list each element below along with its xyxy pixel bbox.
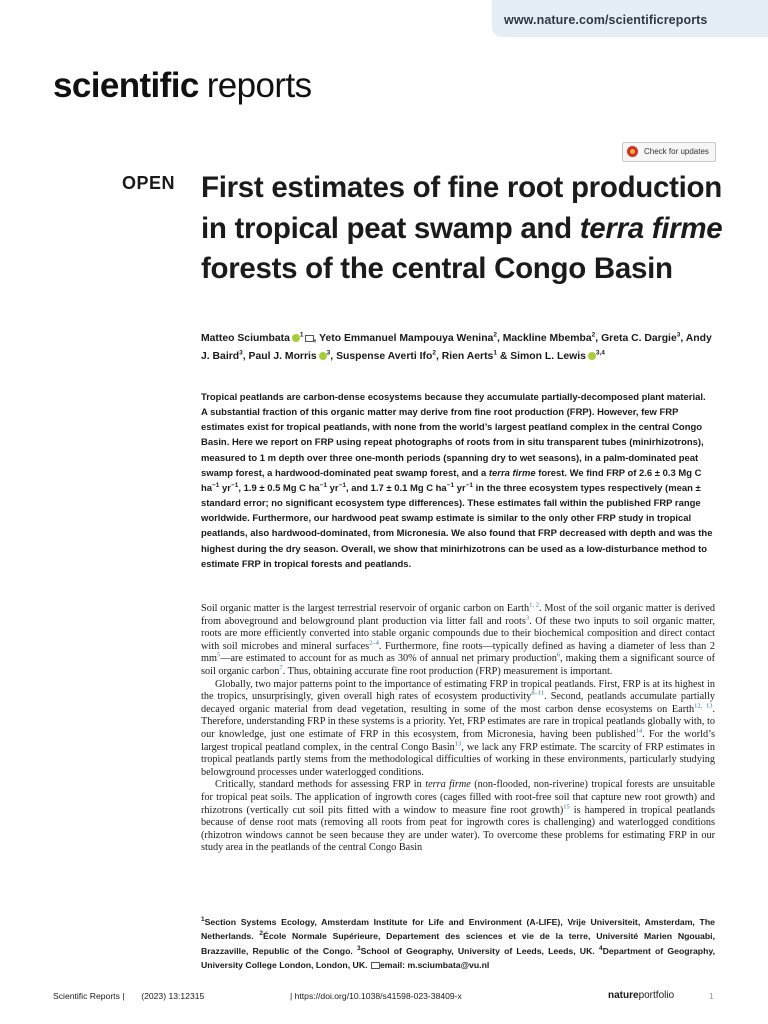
main-text [201,603,715,855]
author-name[interactable]: Matteo Sciumbata [201,333,290,344]
email-icon [371,962,380,969]
reference-link[interactable]: 13 [454,740,462,748]
abstract: Tropical peatlands are carbon-dense ecosystems because they accumulate partially-decomposed plant material. A substantial fraction of this organic matter may derive from fine root production (FRP). However, few FRP estimates exist for tropical peatlands, with none from the world’s largest peatland complex in the central Congo Basin. Here we report on FRP using repeat photographs of roots from in situ transparent tubes (minirhizotrons), measured to 1 m depth over three one-month periods (spanning dry to wet seasons), in a palm-dominated peat swamp forest, a hardwood-dominated peat swamp forest, and a terra firme forest. We find FRP of 2.6 ± 0.3 Mg C $ha^{-1}$ $yr^{-1}$, 1.9 ± 0.5 Mg C $ha^{-1}$ $yr^{-1}$, and 1.7 ± 0.1 Mg C $ha^{-1}$ $yr^{-1}$ in the three ecosystem types respectively (mean ± standard error; no significant ecosystem type differences). These estimates fall within the published FRP range worldwide. Furthermore, our hardwood peat swamp estimate is similar to the only other FRP study in tropical peatlands, also hardwood-dominated, from Micronesia. We also found that FRP decreased with depth and was the highest during the dry season. Overall, we show that minirhizotrons can be used as a low-disturbance method to estimate FRP in tropical forests and peatlands. [201,392,713,570]
body-paragraph: Critically, standard methods for assessing FRP in terra firme (non-flooded, non-riverine) tropical forests are unsuitable for tropical peat soils. The application of ingrowth cores (cages filled with root-free soil that capture new root growth) and rhizotrons (vertically cut soil pits fitted with a window to measure fine root growth)$^{15}$ is hampered in tropical peatlands because of dense root mats (removing all roots from peat for ingrowth cores is challenging) and waterlogged conditions (rhizotron windows cannot be seen because they are under water). To overcome these problems for estimating FRP in our study area in the peatlands of the central Congo Basin [201,779,715,854]
corresponding-email[interactable]: email: m.sciumbata@vu.nl [379,959,490,970]
author-name[interactable]: Yeto Emmanuel Mampouya Wenina [319,333,494,344]
check-for-updates-label: Check for updates [644,147,709,156]
reference-link[interactable]: 5 [216,651,221,659]
reference-link[interactable]: 3 [525,614,530,622]
journal-url[interactable]: www.nature.com/scientificreports [504,13,708,27]
nature-portfolio-logo: natureportfolio [608,990,675,1001]
page-number: 1 [709,991,714,1001]
body-paragraph: Globally, two major patterns point to the importance of estimating FRP in tropical peatlands. First, FRP is at its highest in the tropics, unsurprisingly, given overall high rates of ecosystem productivity$^{8-11}$. Second, peatlands accumulate partially decayed organic material from dead vegetation, resulting in some of the most carbon dense ecosystems on Earth$^{12, 13}$. Therefore, understanding FRP in these systems is a priority. Yet, FRP estimates are rare in tropical peatlands globally with, to our knowledge, just one estimate of FRP in this ecosystem, from Micronesia, having been published$^{14}$. For the world’s largest tropical peatland complex, in the central Congo Basin$^{13}$, we lack any FRP estimate. The scarcity of FRP estimates in tropical peatlands partly stems from the methodological difficulties of working in these environments, particularly studying belowground processes under waterlogged conditions. [201,678,716,778]
email-icon[interactable] [305,335,314,342]
title-part-2: forests of the central Congo Basin [201,252,673,285]
author-name[interactable]: Paul J. Morris [248,350,317,362]
author-affiliation: 3 [676,331,681,339]
title-part-1: First estimates of fine root production in tropical peat swamp and [201,171,722,245]
author-name[interactable]: Greta C. Dargie [601,333,677,344]
open-access-label: OPEN [122,173,176,193]
reference-link[interactable]: 2–4 [369,639,379,647]
affiliations: $^1$Section Systems Ecology, Amsterdam Institute for Life and Environment (A-LIFE), Vrije Universiteit, Amsterdam, The Netherlands. $^2$École Normale Supérieure, Departement des sciences et vie de la terre, Université Marien Ngouabi, Brazzaville, Republic of the Congo. $^3$School of Geography, University of Leeds, Leeds, UK. $^4$Department of Geography, University College London, London, UK. email: m.sciumbata@vu.nl [201,916,715,970]
orcid-icon[interactable] [319,352,327,360]
author-name[interactable]: Simon L. Lewis [510,350,586,362]
author-name[interactable]: Rien Aerts [441,350,494,362]
author-affiliation: 1 [493,349,497,357]
brand-light: reports [206,66,312,105]
brand-bold: scientific [53,66,199,105]
author-affiliation: 3 [326,349,331,357]
author-name[interactable]: Suspense Averti Ifo [336,350,433,362]
footer-citation: (2023) 13:12315 [141,991,205,1001]
reference-link[interactable]: 6 [556,651,561,659]
body-paragraph: Soil organic matter is the largest terrestrial reservoir of organic carbon on Earth$^{1, 2}$. Most of the soil organic matter is derived from aboveground and belowground plant production via litter fall and roots$^3$. Of these two inputs to soil organic matter, roots are more efficiently converted into stable organic compounds due to their biochemical composition and direct contact with soil microbes and mineral surfaces$^{2-4}$. Furthermore, fine roots—typically defined as having a diameter of less than 2 $mm^5—are$ estimated to account for as much as 30% of annual net primary production$^6$, making them a significant source of soil organic carbon$^7$. Thus, obtaining accurate fine root production (FRP) measurement is important. [201,601,715,677]
crossmark-icon [627,146,638,157]
author-affiliation: 2 [432,349,436,357]
title-italic: terra firme [579,211,723,245]
author-affiliation: 2 [493,331,497,339]
author-affiliation: 3,4 [595,349,605,357]
reference-link[interactable]: 7 [279,664,283,672]
article-title [201,168,731,290]
reference-link[interactable]: 14 [635,727,643,735]
author-affiliation: 3 [239,349,243,357]
journal-brand [53,66,311,106]
reference-link[interactable]: 8–11 [531,689,545,697]
check-for-updates-button[interactable] [622,142,716,162]
journal-url-bar [492,0,768,37]
orcid-icon[interactable] [588,352,596,360]
page-footer [53,991,715,1005]
footer-doi[interactable]: | https://doi.org/10.1038/s41598-023-38409-x [290,991,462,1001]
reference-link[interactable]: 1, 2 [529,601,540,609]
reference-link[interactable]: 15 [563,803,570,811]
author-name[interactable]: Mackline Mbemba [502,333,592,344]
author-list: Matteo Sciumbata $^1$ , Yeto Emmanuel Mampouya Wenina$^2$, Mackline Mbemba$^2$, Greta C. Dargie$^3$, Andy J. Baird$^3$, Paul J. Morris $^3$, Suspense Averti Ifo$^2$, Rien Aerts$^1$ & Simon L. Lewis $^{3,4}$ [201,331,712,362]
orcid-icon[interactable] [292,334,300,342]
author-name[interactable]: Andy J. Baird [201,333,712,362]
author-affiliation: 1 [299,331,304,339]
reference-link[interactable]: 12, 13 [694,702,713,710]
footer-journal: Scientific Reports | (2023) 13:12315 [53,991,205,1001]
author-affiliation: 2 [591,331,596,339]
